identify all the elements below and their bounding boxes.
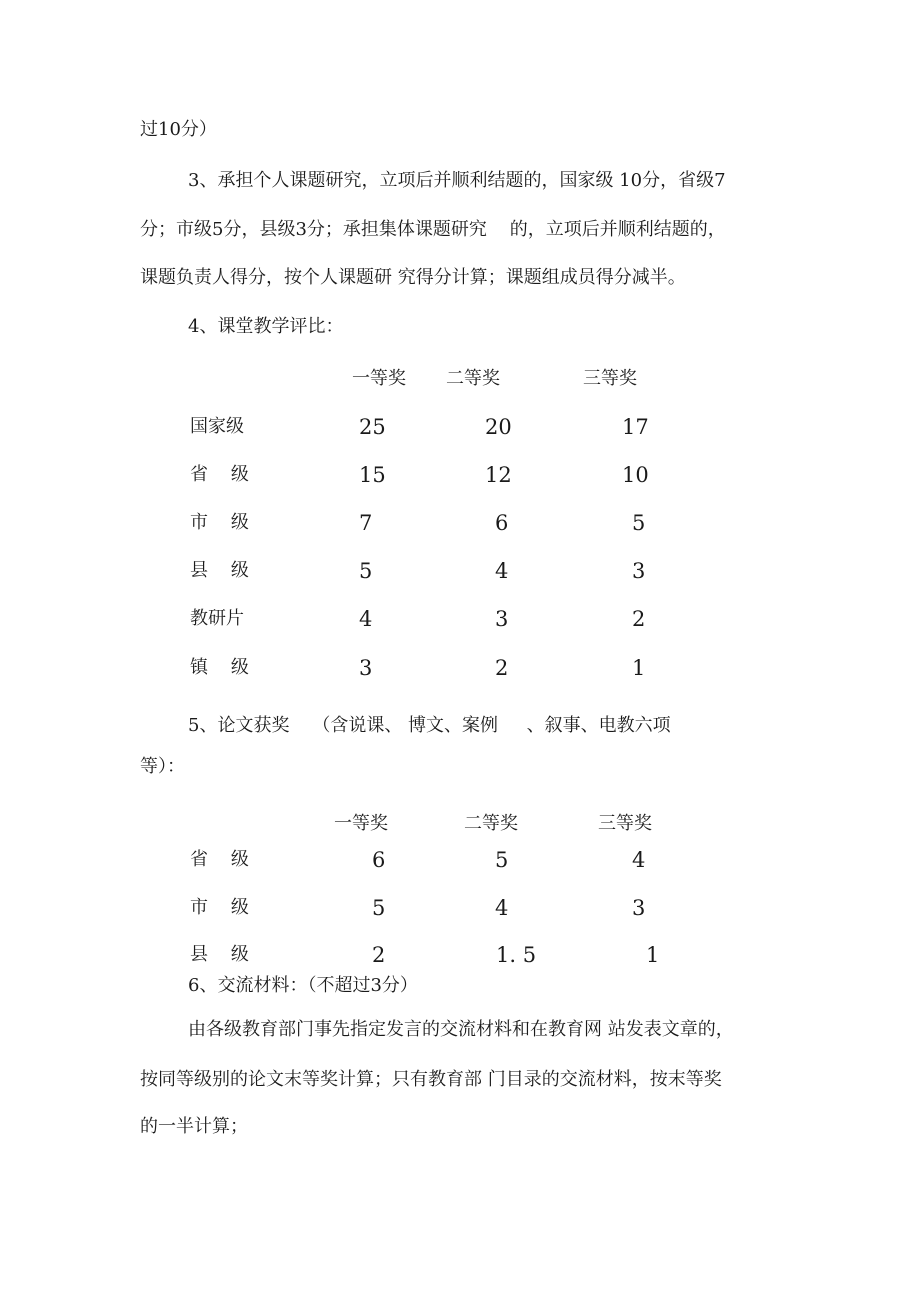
teaching-cell: 6 xyxy=(495,511,509,535)
paper-row-level: 市 级 xyxy=(190,897,249,918)
paper-header-first: 一等奖 xyxy=(334,813,388,834)
item6-line2: 按同等级别的论文末等奖计算；只有教育部 门目录的交流材料，按末等奖 xyxy=(140,1069,722,1090)
paper-cell: 2 xyxy=(372,943,386,967)
paper-header-third: 三等奖 xyxy=(598,813,652,834)
intro-tail-line: 过10分） xyxy=(140,119,217,140)
teaching-header-third: 三等奖 xyxy=(583,368,637,389)
item3-line1: 3、承担个人课题研究，立项后并顺利结题的，国家级 10分，省级7 xyxy=(188,170,726,191)
paper-cell: 6 xyxy=(372,848,386,872)
teaching-cell: 10 xyxy=(622,463,649,487)
teaching-cell: 12 xyxy=(485,463,512,487)
paper-cell: 4 xyxy=(495,896,509,920)
item6-line1: 由各级教育部门事先指定发言的交流材料和在教育网 站发表文章的， xyxy=(188,1019,734,1040)
paper-cell: 1. 5 xyxy=(496,943,537,967)
teaching-row-level: 市 级 xyxy=(190,512,249,533)
teaching-row-level: 教研片 xyxy=(190,608,244,629)
teaching-row-level: 镇 级 xyxy=(190,657,249,678)
teaching-cell: 25 xyxy=(359,415,386,439)
teaching-cell: 17 xyxy=(622,415,649,439)
teaching-row-level: 国家级 xyxy=(190,416,244,437)
teaching-row-level: 县 级 xyxy=(190,560,249,581)
item5-title: 5、论文获奖 （含说课、 博文、案例 、叙事、电教六项 xyxy=(188,715,671,736)
item6-line3: 的一半计算； xyxy=(140,1116,248,1137)
item3-line2: 分；市级5分，县级3分；承担集体课题研究 的，立项后并顺利结题的， xyxy=(140,219,726,240)
paper-row-level: 县 级 xyxy=(190,944,249,965)
teaching-cell: 4 xyxy=(359,607,373,631)
paper-cell: 3 xyxy=(632,896,646,920)
paper-cell: 5 xyxy=(372,896,386,920)
teaching-cell: 5 xyxy=(632,511,646,535)
paper-header-second: 二等奖 xyxy=(464,813,518,834)
teaching-cell: 4 xyxy=(495,559,509,583)
item5-title-tail: 等）： xyxy=(140,756,185,777)
teaching-cell: 2 xyxy=(495,656,509,680)
teaching-header-second: 二等奖 xyxy=(446,368,500,389)
teaching-cell: 2 xyxy=(632,607,646,631)
teaching-cell: 15 xyxy=(359,463,386,487)
teaching-cell: 20 xyxy=(485,415,512,439)
item4-title: 4、课堂教学评比： xyxy=(188,316,344,337)
paper-cell: 5 xyxy=(495,848,509,872)
teaching-cell: 7 xyxy=(359,511,373,535)
teaching-row-level: 省 级 xyxy=(190,464,249,485)
teaching-cell: 3 xyxy=(632,559,646,583)
paper-cell: 4 xyxy=(632,848,646,872)
teaching-cell: 1 xyxy=(632,656,646,680)
paper-row-level: 省 级 xyxy=(190,849,249,870)
paper-cell: 1 xyxy=(646,943,660,967)
teaching-cell: 3 xyxy=(359,656,373,680)
item6-title: 6、交流材料：（不超过3分） xyxy=(188,975,418,996)
item3-line3: 课题负责人得分，按个人课题研 究得分计算；课题组成员得分减半。 xyxy=(140,267,686,288)
teaching-header-first: 一等奖 xyxy=(352,368,406,389)
teaching-cell: 3 xyxy=(495,607,509,631)
teaching-cell: 5 xyxy=(359,559,373,583)
